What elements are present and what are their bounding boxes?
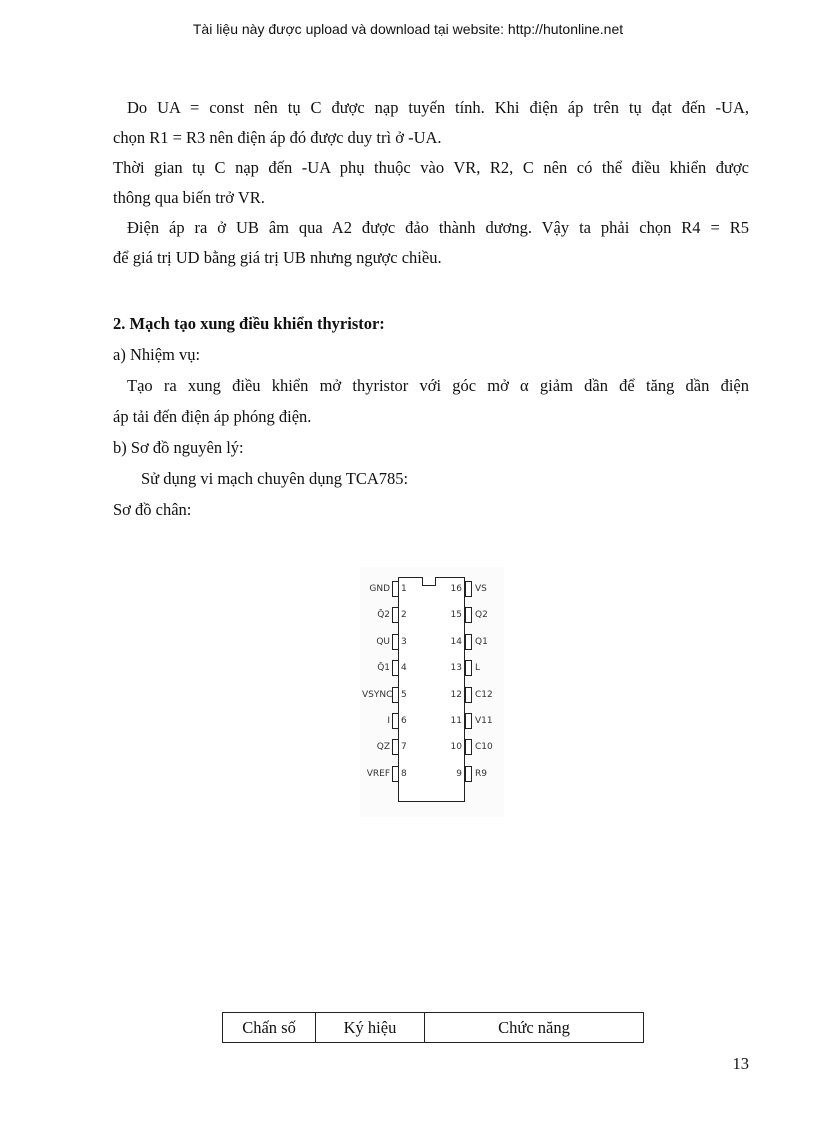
chip-pin-8 [392,766,399,782]
tca785-pinout-diagram [360,567,504,817]
chip-pin-6 [392,713,399,729]
chip-pin-11 [465,713,472,729]
chip-pin-number: 13 [450,663,462,673]
chip-pin-label: GND [369,584,390,594]
chip-pin-label: V11 [475,716,493,726]
chip-pin-number: 15 [450,610,462,620]
chip-pin-14 [465,634,472,650]
chip-pin-label: C12 [475,690,493,700]
chip-pin-number: 7 [401,742,407,752]
chip-pin-label: QZ [376,742,390,752]
page-number: 13 [732,1054,749,1073]
chip-pin-number: 3 [401,637,407,647]
chip-pin-label: C10 [475,742,493,752]
chip-pin-number: 12 [450,690,462,700]
paragraph-line: chọn R1 = R3 nên điện áp đó được duy trì ở -UA. [113,128,442,147]
chip-pin-7 [392,739,399,755]
chip-pin-number: 11 [450,716,462,726]
chip-pin-9 [465,766,472,782]
chip-pin-number: 16 [450,584,462,594]
chip-pin-label: VREF [366,769,390,779]
subheading-schematic: b) Sơ đồ nguyên lý: [113,438,244,457]
chip-pin-label: QU [376,637,390,647]
chip-pin-number: 9 [456,769,462,779]
chip-pin-number: 6 [401,716,407,726]
table-header-symbol: Ký hiệu [316,1013,425,1043]
chip-pin-label: I [387,716,390,726]
paragraph-line: thông qua biến trở VR. [113,188,265,207]
pinout-label: Sơ đồ chân: [113,500,192,519]
paragraph-line: để giá trị UD bằng giá trị UB nhưng ngược chiều. [113,248,442,267]
chip-notch [422,577,436,586]
usage-line: Sử dụng vi mạch chuyên dụng TCA785: [141,469,409,488]
paragraph-line: Điện áp ra ở UB âm qua A2 được đảo thành dương. Vậy ta phải chọn R4 = R5 [127,218,749,237]
paragraph-line: Do UA = const nên tụ C được nạp tuyến tính. Khi điện áp trên tụ đạt đến -UA, [127,98,749,117]
chip-pin-label: VS [475,584,487,594]
task-description-line: Tạo ra xung điều khiển mở thyristor với góc mở α giảm dần để tăng dần điện [127,376,749,395]
chip-pin-number: 10 [450,742,462,752]
chip-pin-12 [465,687,472,703]
chip-pin-2 [392,607,399,623]
chip-pin-number: 4 [401,663,407,673]
table-header-pin-number: Chấn số [223,1013,316,1043]
chip-pin-number: 5 [401,690,407,700]
chip-pin-number: 14 [450,637,462,647]
chip-pin-3 [392,634,399,650]
table-header-row [223,1013,644,1043]
section-heading: 2. Mạch tạo xung điều khiển thyristor: [113,314,385,333]
chip-pin-5 [392,687,399,703]
chip-pin-label: L [475,663,481,673]
chip-pin-10 [465,739,472,755]
table-header-function: Chức năng [425,1013,644,1043]
chip-pin-number: 2 [401,610,407,620]
pin-function-table [222,1012,644,1043]
chip-pin-label: Q1 [475,637,488,647]
chip-pin-label: Q̄2 [377,610,390,620]
chip-pin-13 [465,660,472,676]
chip-pin-15 [465,607,472,623]
paragraph-line: Thời gian tụ C nạp đến -UA phụ thuộc vào VR, R2, C nên có thể điều khiển được [113,158,749,177]
chip-pin-label: R9 [475,769,487,779]
subheading-task: a) Nhiệm vụ: [113,345,201,364]
chip-pin-label: VSYNC [362,690,393,700]
chip-pin-4 [392,660,399,676]
page-header: Tài liệu này được upload và download tại website: http://hutonline.net [192,21,624,37]
chip-pin-label: Q̄1 [377,663,390,673]
chip-pin-1 [392,581,399,597]
chip-pin-16 [465,581,472,597]
task-description-line: áp tải đến điện áp phóng điện. [113,407,312,426]
chip-pin-number: 8 [401,769,407,779]
chip-pin-label: Q2 [475,610,488,620]
chip-pin-number: 1 [401,584,407,594]
